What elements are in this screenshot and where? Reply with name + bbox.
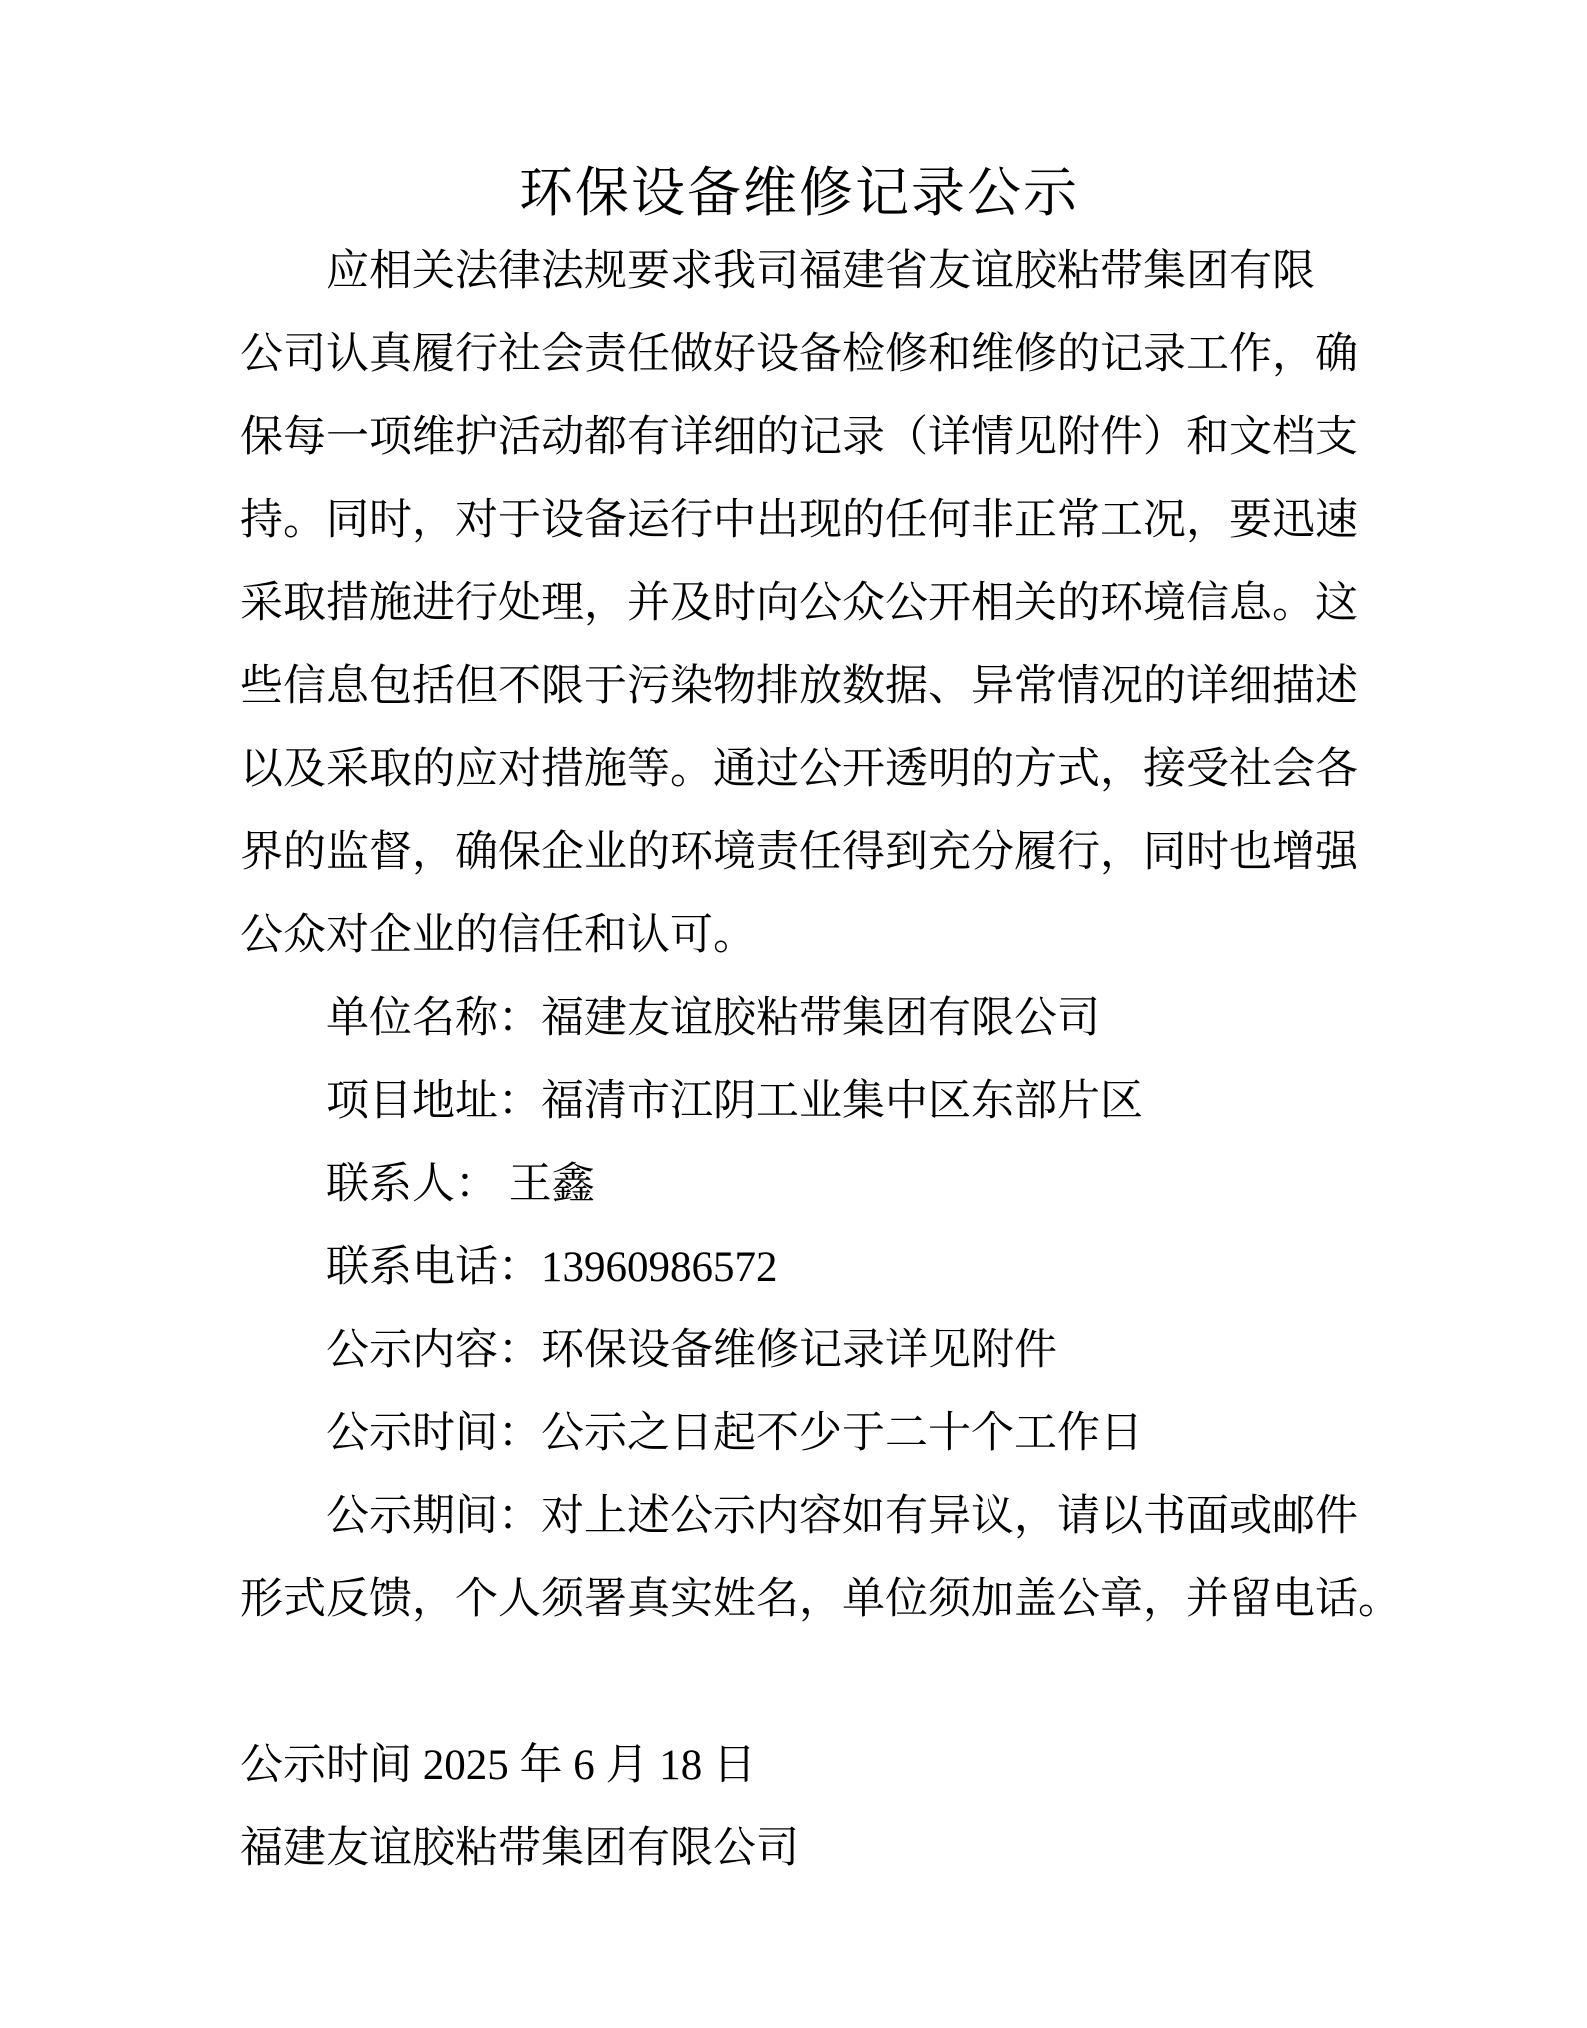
- paragraph-line-7: 以及采取的应对措施等。通过公开透明的方式，接受社会各: [240, 746, 1358, 793]
- paragraph-line-9: 公众对企业的信任和认可。: [240, 912, 756, 959]
- signature-block: [240, 1724, 1358, 1890]
- paragraph-line-4: 持。同时，对于设备运行中出现的任何非正常工况，要迅速: [240, 497, 1358, 544]
- info-line-publicity-content: 公示内容：环保设备维修记录详见附件: [326, 1327, 1057, 1374]
- document-body: [240, 230, 1401, 1641]
- paragraph-line-8: 界的监督，确保企业的环境责任得到充分履行，同时也增强: [240, 829, 1358, 876]
- page-title: 环保设备维修记录公示: [519, 163, 1079, 223]
- paragraph-line-2: 公司认真履行社会责任做好设备检修和维修的记录工作，确: [240, 331, 1358, 378]
- info-line-project-address: 项目地址：福清市江阴工业集中区东部片区: [326, 1078, 1143, 1125]
- footer-publicity-date: 公示时间 2025 年 6 月 18 日: [240, 1742, 756, 1789]
- paragraph-line-3: 保每一项维护活动都有详细的记录（详情见附件）和文档支: [240, 414, 1358, 461]
- info-line-publicity-duration: 公示时间：公示之日起不少于二十个工作日: [326, 1410, 1143, 1457]
- info-line-publicity-objection: 公示期间：对上述公示内容如有异议，请以书面或邮件: [326, 1493, 1358, 1540]
- paragraph-line-5: 采取措施进行处理，并及时向公众公开相关的环境信息。这: [240, 580, 1358, 627]
- footer-company-name: 福建友谊胶粘带集团有限公司: [240, 1825, 799, 1872]
- paragraph-line-1: 应相关法律法规要求我司福建省友谊胶粘带集团有限: [326, 248, 1315, 295]
- info-line-contact-phone: 联系电话：13960986572: [326, 1244, 778, 1291]
- info-line-company-name: 单位名称：福建友谊胶粘带集团有限公司: [326, 995, 1100, 1042]
- paragraph-line-6: 些信息包括但不限于污染物排放数据、异常情况的详细描述: [240, 663, 1358, 710]
- info-line-objection-continued: 形式反馈，个人须署真实姓名，单位须加盖公章，并留电话。: [240, 1576, 1401, 1623]
- info-line-contact-person: 联系人： 王鑫: [326, 1161, 595, 1208]
